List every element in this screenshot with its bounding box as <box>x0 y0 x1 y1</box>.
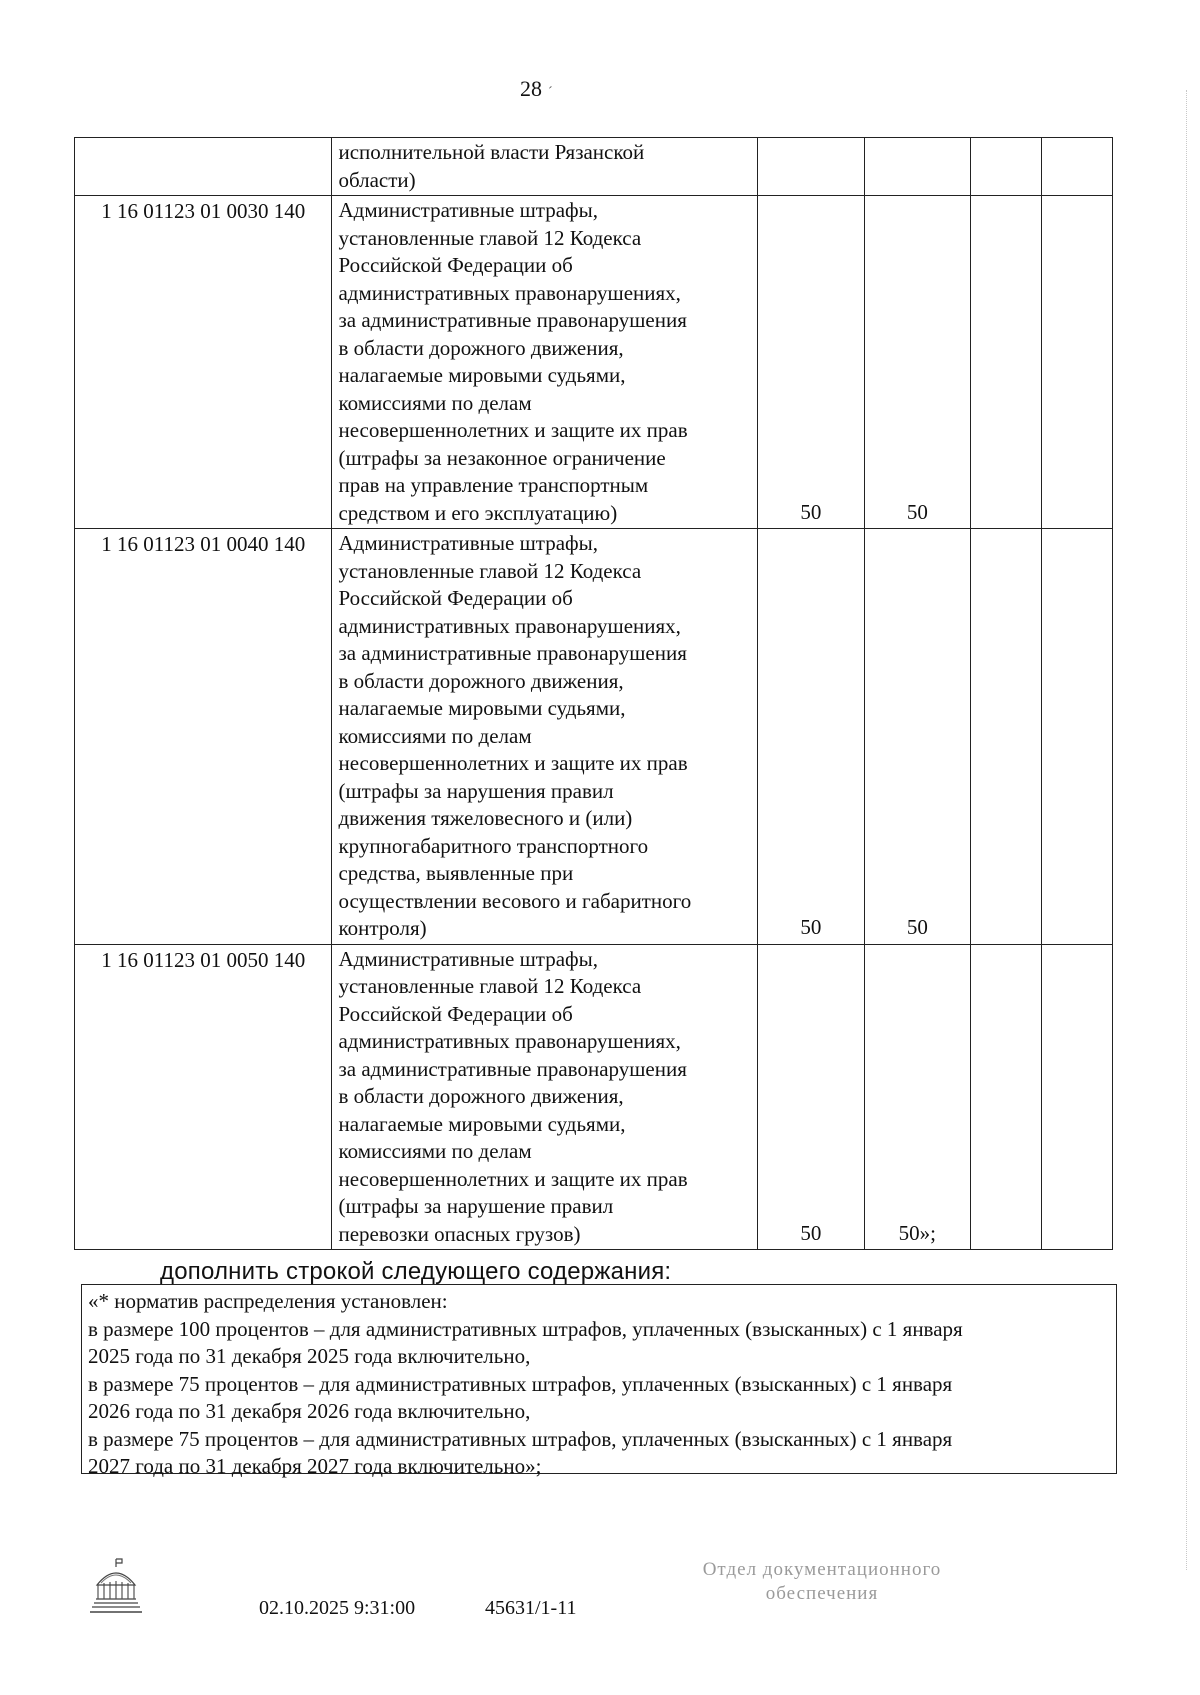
value-cell-2: 50 <box>864 529 970 945</box>
value-cell-1: 50 <box>758 944 864 1250</box>
description-line: в области дорожного движения, <box>338 1084 624 1108</box>
value-cell-1: 50 <box>758 529 864 945</box>
description-line: Административные штрафы, <box>338 198 598 222</box>
description-line: установленные главой 12 Кодекса <box>338 225 642 250</box>
duma-logo-icon <box>86 1555 146 1617</box>
page-tick-mark: ˊ <box>548 85 553 100</box>
description-line: налагаемые мировыми судьями, <box>338 1111 626 1136</box>
description-line: налагаемые мировыми судьями, <box>338 363 626 387</box>
description-line: за административные правонарушения <box>338 641 687 665</box>
footnote-line: «* норматив распределения установлен: <box>88 1289 448 1313</box>
value-cell-3 <box>971 944 1042 1250</box>
table-row <box>75 529 1113 945</box>
description-line: Административные штрафы, <box>338 531 598 555</box>
description-line: установленные главой 12 Кодекса <box>338 974 642 998</box>
description-line: (штрафы за нарушение правил <box>338 1194 614 1218</box>
description-cell <box>332 944 758 1250</box>
department-stamp <box>672 1558 972 1606</box>
description-line: несовершеннолетних и защите их прав <box>338 418 688 442</box>
page-number-text: 28 <box>520 76 542 101</box>
description-line: (штрафы за нарушения правил <box>338 778 614 803</box>
description-cell <box>332 196 758 529</box>
value-cell-2 <box>864 138 970 196</box>
description-line: Российской Федерации об <box>338 253 573 277</box>
description-line: средством и его эксплуатацию) <box>338 500 618 525</box>
description-line: Российской Федерации об <box>338 586 573 610</box>
footnote-line: в размере 100 процентов – для административных штрафов, уплаченных (взысканных) с 1 января <box>88 1316 963 1341</box>
description-line: административных правонарушениях, <box>338 613 681 638</box>
value-cell-3 <box>971 196 1042 529</box>
kbk-code-cell: 1 16 01123 01 0050 140 <box>75 944 332 1250</box>
description-line: исполнительной власти Рязанской <box>338 140 645 164</box>
description-line: за административные правонарушения <box>338 1056 687 1081</box>
description-cell <box>332 529 758 945</box>
instruction-text: дополнить строкой следующего содержания: <box>160 1258 672 1285</box>
table-row <box>75 196 1113 529</box>
description-line: за административные правонарушения <box>338 308 687 332</box>
description-line: установленные главой 12 Кодекса <box>338 558 642 583</box>
description-line: крупногабаритного транспортного <box>338 833 649 858</box>
description-line: административных правонарушениях, <box>338 1029 681 1053</box>
description-line: области) <box>338 167 416 192</box>
table-row <box>75 944 1113 1250</box>
description-line: прав на управление транспортным <box>338 473 649 497</box>
footnote-line: 2025 года по 31 декабря 2025 года включительно, <box>88 1344 531 1368</box>
footer-document-number: 45631/1-11 <box>485 1597 577 1619</box>
description-line: (штрафы за незаконное ограничение <box>338 445 666 470</box>
value-cell-4 <box>1042 944 1113 1250</box>
kbk-code-cell: 1 16 01123 01 0030 140 <box>75 196 332 529</box>
table-row <box>75 138 1113 196</box>
footnote-line: в размере 75 процентов – для административных штрафов, уплаченных (взысканных) с 1 января <box>88 1371 953 1396</box>
description-line: перевозки опасных грузов) <box>338 1221 581 1246</box>
description-line: Российской Федерации об <box>338 1001 573 1026</box>
value-cell-1: 50 <box>758 196 864 529</box>
description-line: комиссиями по делам <box>338 1139 532 1163</box>
value-cell-4 <box>1042 196 1113 529</box>
description-line: в области дорожного движения, <box>338 668 624 693</box>
value-cell-2: 50»; <box>864 944 970 1250</box>
description-line: комиссиями по делам <box>338 390 532 415</box>
description-line: средства, выявленные при <box>338 861 574 885</box>
kbk-code-cell <box>75 138 332 196</box>
description-line: в области дорожного движения, <box>338 335 624 360</box>
description-line: движения тяжеловесного и (или) <box>338 806 633 830</box>
description-line: несовершеннолетних и защите их прав <box>338 1166 688 1191</box>
description-line: административных правонарушениях, <box>338 280 681 305</box>
footnote-line: в размере 75 процентов – для административных штрафов, уплаченных (взысканных) с 1 января <box>88 1426 953 1451</box>
fees-table <box>74 137 1113 1250</box>
value-cell-4 <box>1042 529 1113 945</box>
footnote-line: 2027 года по 31 декабря 2027 года включительно»; <box>88 1454 542 1478</box>
margin-dots <box>1186 90 1189 1570</box>
description-line: Административные штрафы, <box>338 946 598 971</box>
kbk-code-cell: 1 16 01123 01 0040 140 <box>75 529 332 945</box>
footer-date: 02.10.2025 9:31:00 <box>259 1597 416 1619</box>
value-cell-2: 50 <box>864 196 970 529</box>
footnote-line: 2026 года по 31 декабря 2026 года включительно, <box>88 1399 531 1423</box>
value-cell-4 <box>1042 138 1113 196</box>
description-line: налагаемые мировыми судьями, <box>338 696 626 720</box>
description-line: комиссиями по делам <box>338 723 532 748</box>
description-line: осуществлении весового и габаритного <box>338 888 692 913</box>
description-line: контроля) <box>338 916 427 940</box>
fees-table-body <box>75 138 1113 1250</box>
value-cell-1 <box>758 138 864 196</box>
description-line: несовершеннолетних и защите их прав <box>338 751 688 775</box>
value-cell-3 <box>971 138 1042 196</box>
stamp-line-1: Отдел документационного <box>702 1559 942 1580</box>
footnote-box <box>81 1284 1117 1478</box>
page-number <box>520 76 553 102</box>
stamp-line-2: обеспечения <box>765 1583 879 1604</box>
description-cell <box>332 138 758 196</box>
value-cell-3 <box>971 529 1042 945</box>
